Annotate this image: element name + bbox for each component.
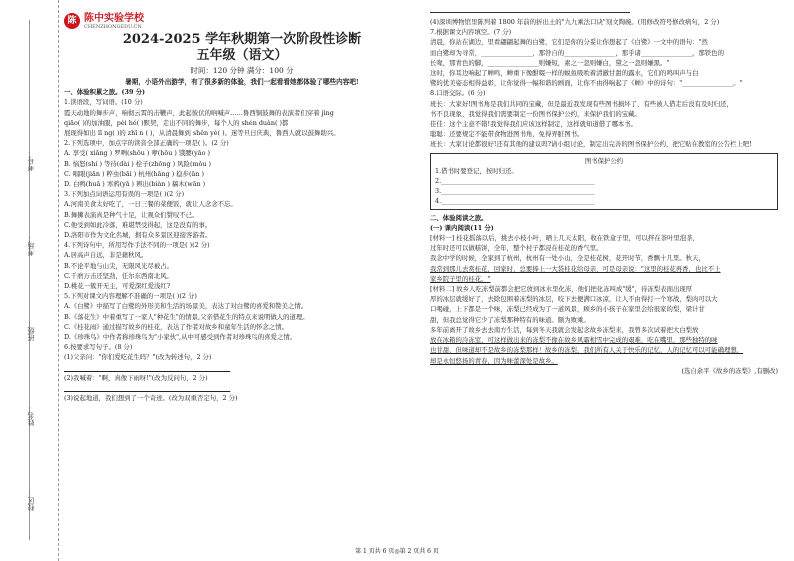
section-heading: 一、体验积累之旅。(39 分) [64, 88, 146, 97]
text-line: (2)我喊着："啊，真像下雨呀!"(改为反问句，2 分) [64, 373, 208, 382]
text-line: [材料一] 桂花摇落以后，挑去小枝小叶，晒上几天太阳，收在铁盒子里，可以拌在茶叶里泡茶， [430, 234, 700, 243]
text-line: 鹭的优美姿态相得益彰，让你觉得一幅和谐的画面，让你不由得响起了《蝉》中的诗句："________________。" [430, 79, 743, 88]
text-line: 家乡院子里的桂花。" [430, 274, 491, 283]
text-line: A.居高声自远，非是藉秋风。 [64, 251, 148, 260]
text-line: 佳佳：这个主意不错!我觉得我们应该这样制定，这样就知道借了哪本书。 [430, 120, 638, 129]
text-line: 厚的冰层就缓好了，去除包围着冻梨的冰层，咬下去便满口冰凉，让人不由得打一个寒战，梨肉可以大 [430, 295, 718, 304]
text-line: 展现得如出 lǐ ng( )的 zhǐ n ( )，从清晨舞到 shěn yè( )。迷等旦日庆典，鲁西人就以鼓舞助兴。 [64, 129, 340, 138]
text-line: 我常到那儿去赏桂花，回家时，总要捧上一大袋桂花给母亲，可是母亲说："这里的桂花再香，也比不上 [430, 264, 721, 273]
text-line: C.《桂花雨》通过描写故乡的桂花，表达了作者对故乡和童年生活的怀念之情。 [64, 322, 288, 331]
text-line: D.洛阳市作为文化名城，拥有众多景区迎接客游者。 [64, 231, 212, 240]
page-footer: 第 1 页共 6 页◎第 2 页共 6 页 [355, 548, 439, 555]
brand-sub: CHENZHONGEDU.CN [84, 23, 142, 30]
text-line: B.《落花生》中着重写了一家人"种花生"的情景,父亲借花生的特点来说明做人的道理。 [64, 312, 309, 321]
top-rule [430, 12, 630, 13]
kaohao-label: 考号： [27, 150, 35, 171]
section-heading: (一) 课内阅读(11 分) [430, 223, 494, 232]
right-body [430, 17, 778, 376]
text-line: [材料二] 故乡人吃冻梨前都会把它放到冰水里化冻，他们把化冻叫成"缓"，待冻梨表面出现厚 [430, 285, 693, 294]
text-line: 班长：大家讨论都很好!还有其他的建议吗?请小组讨论，制定出完善的图书保护公约，把它贴在教室的公告栏上吧! [430, 140, 752, 149]
text-line: B. 恼怒(shí ) 等待(dài ) 栓子(zhōng ) 风险(mǒu ) [64, 159, 211, 168]
text-line: D.《珍珠鸟》中作者称珍珠鸟为"小家伙",从中可感受到作者对珍珠鸟的喜爱之情。 [64, 333, 297, 342]
section-heading: 二、体验阅读之旅。 [430, 213, 488, 222]
text-line: B.舞狮表演真是种气十足，让观众们赞叹不已。 [64, 210, 199, 219]
text-line: B.不论平地与山尖，无限风光尽被占。 [64, 261, 173, 270]
text-line: (选自余平《故乡的冻梨》,有删改) [681, 366, 778, 375]
text-line: D.桃花一簇开无主，可爱深红爱浅红? [64, 282, 171, 291]
text-line: 8.口语交际。(6 分) [430, 89, 486, 98]
text-line: 多年前离开了故乡去去南方生活，每到冬天我就会发起念故乡冻梨来，我曾多次试着把大白梨放 [430, 325, 699, 334]
text-line: 甜，但我总觉得它少了冻梨那种特有的味道。颇为败乘。 [430, 315, 590, 324]
text-line: 口喝碰，上下都是一个味，冻梨已经成为了一道风景，顾乡的小孩子在家里会给很家的梨，梁计甘 [430, 305, 705, 314]
left-column [64, 10, 420, 404]
text-line: 1.借书时要登记，按时归还。 [435, 166, 518, 175]
text-line: 2.________________________________________________ [435, 177, 595, 186]
text-line: 1.读语段，写词语。(10 分) [64, 98, 143, 107]
xiaoqu-label: 校区： [27, 490, 35, 511]
text-line: (1)父亲问："你们爱吃花生吗？"(改为转述句，2 分) [64, 353, 212, 362]
text-line: 书不良现象，我觉得我们需要制定一份图书保护公约，来保护我们的宝藏。 [430, 109, 641, 118]
left-body [64, 87, 420, 403]
text-line: 而白鹭却为寻常，________________，那咎自的________________，那乎诸________________，那铁色的 [430, 48, 724, 57]
text-line: 我念中学的时候，全家到了杭州，杭州有一处小山，全是桂花树，花开时节，香飘十几里。秋天， [430, 254, 705, 263]
text-line: ____________________________________________________ [64, 363, 231, 372]
brand-name: 陈中实验学校 [84, 12, 144, 24]
text-line: 却是永恒悠扬的青春，因为味蕾深处是故乡。 [430, 356, 558, 365]
text-line: A.《白鹭》中描写了白鹭的外形美和生活的场景美，表达了对白鹭的喜爱和赞美之情。 [64, 302, 308, 311]
text-line: 长喙，那青色的脚，________________则嫌短，素之一忽则嫌白，黛之一忽则嫌黑。" [430, 58, 670, 67]
text-line: 4.________________________________________________ [435, 197, 595, 206]
exam-title: 2024-2025 学年秋期第一次阶段性诊断 [122, 32, 362, 47]
xingming-label: 姓名： [27, 405, 35, 426]
text-line: 放在冰箱的冷冻室，可这样做出来的冻梨不像在故乡风霜相雪中完成的艰难，吃在嘴里，那些独特的味 [430, 336, 718, 345]
text-line: 霞天动地的舞步声，响彻云霄的击鞭声，此起彼伏的吶喊声……鲁西铜鼓舞的表演者们穿着 jìng [64, 108, 334, 117]
text-line: 2.下列选项中，加点字的读音全部正确的一项是( )。(2 分) [64, 139, 229, 148]
exam-meta: 时间：120 分钟 满分：100 分 [190, 66, 294, 75]
brand-mark-icon: 陈 [64, 13, 80, 29]
text-line: A.河南美食太好吃了，一日三餐的菜便饭，就让人念念不忘。 [64, 200, 237, 209]
text-line: ____________________________________________________ [64, 384, 231, 393]
text-line: D. 白鸭(huā ) 寒鸦(yā ) 辨出(biàn ) 稿木(wān ) [64, 180, 206, 189]
banji-label: 班级： [27, 320, 35, 341]
text-line: 聪聪：还要规定不能带食物进图书角，免得弄脏图书。 [430, 130, 584, 139]
text-line: qiāo( )的加油服，pèi hé( )默契，走出不同的舞步，每个人的 shén duàn( )都 [64, 118, 289, 127]
exam-note: 暑期，小语外出游学，有了很多新的体验，我们一起看看她都体验了哪些内容吧! [125, 78, 359, 86]
text-line: 5.下列对课文内容理解不准确的一项是( )(2 分) [64, 292, 197, 301]
text-line: C.千磨万击还坚劲，任尔东西南北风。 [64, 271, 173, 280]
text-line: (3)说起地道，我们想到了一个奇迹。(改为双重否定句，2 分) [64, 394, 238, 403]
text-line: 清晨，你站在湖边，里看翩翩起舞的白鹭，它们是你的分妥让你想起了《白鹭》一文中的语句："然 [430, 38, 708, 47]
text-line: 6.按要求写句子。(8 分) [64, 343, 133, 352]
convention-box [430, 153, 778, 210]
exam-subtitle: 五年级（语文） [196, 48, 288, 63]
text-line: 4.下列诗句中，所用写作手法不同的一项是( )(2 分) [64, 241, 210, 250]
text-line: A. 享受( xiǎng ) 罗咧(shǒu ) 咿(hōu ) 饿腰(yāo ) [64, 149, 210, 158]
text-line: 班长：大家好!图书角是我们共同的宝藏，但是最近我发现有些图书损坏了，有些被人借走后没有及时归还， [430, 99, 733, 108]
text-line: 7.根据课文内容填空。(7 分) [430, 28, 512, 37]
kaochang-label: 考场： [27, 235, 35, 256]
text-line: 过年时还可以做糕饼，全年，整个村子都浸在桂花的香气里。 [430, 244, 603, 253]
text-line: C. 唱眼(jiān ) 粹虫(bāi ) 杭州(hāng ) 稳步(ān ) [64, 169, 204, 178]
text-line: 3.________________________________________________ [435, 187, 595, 196]
binding-margin [0, 0, 59, 561]
right-column [430, 10, 778, 376]
text-line: 也甘甜，但味道却不是故乡的冻梨那样！故乡的冻梨，我们所有人关于快乐的记忆，人的记忆可以可能确理想， [430, 346, 744, 355]
text-line: (4)深圳博物馆里陈列着 1800 年前的折出土的"九九乘法口诀"刻文陶碗。(用修改符号修改病句，2 分) [430, 18, 720, 26]
text-line: 图书保护公约 [584, 156, 624, 165]
text-line: 3.下列加点词语运用有误的一项是( )(2 分) [64, 190, 185, 199]
text-line: 这时，你耳边响起了蝉鸣，蝉重下像酣啜一样的蜕鱼吸吮着清澈甘甜的露水，它们的鸣叫声与白 [430, 69, 699, 78]
binding-line [29, 20, 30, 540]
text-line: C.他受到如此冷落，难堪禁受得起，这是没有的事。 [64, 220, 212, 229]
brand-logo [64, 10, 420, 32]
